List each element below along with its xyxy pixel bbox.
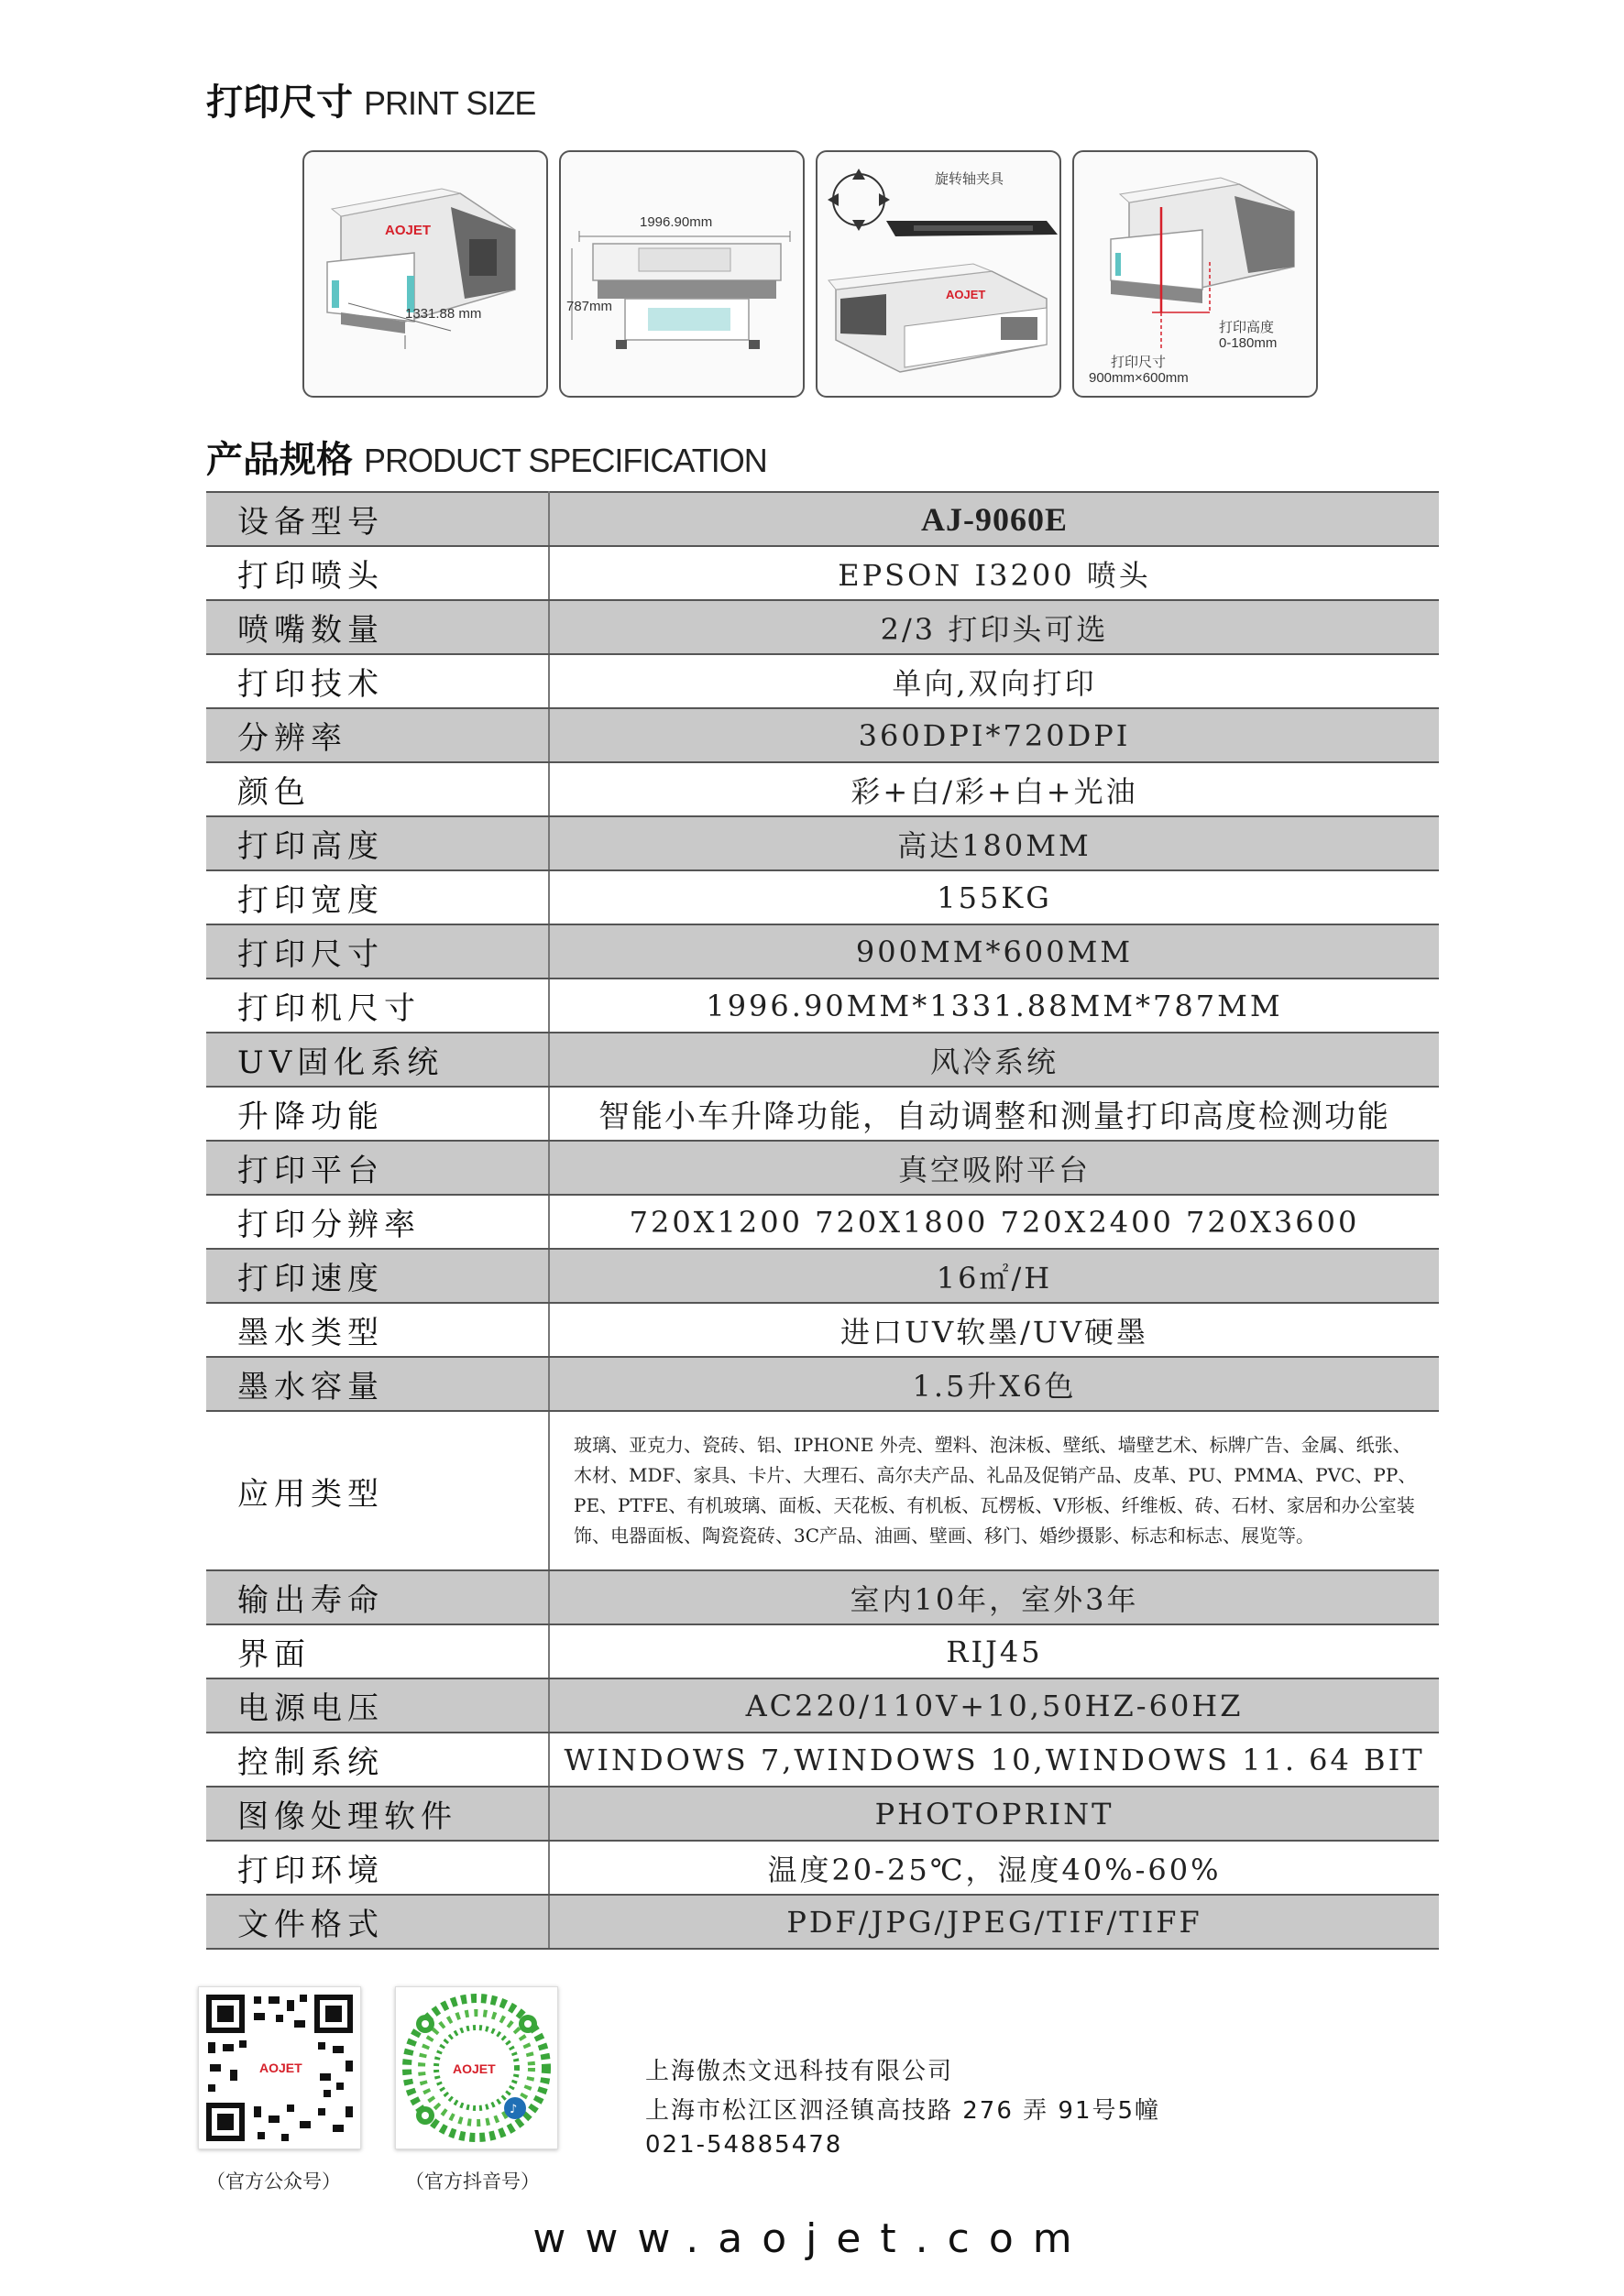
spec-value: PDF/JPG/JPEG/TIF/TIFF xyxy=(549,1895,1439,1949)
spec-value: 720X1200 720X1800 720X2400 720X3600 xyxy=(549,1195,1439,1249)
spec-value: AJ-9060E xyxy=(549,492,1439,546)
table-row xyxy=(206,762,1439,816)
spec-value: 室内10年，室外3年 xyxy=(549,1570,1439,1624)
spec-value: 真空吸附平台 xyxy=(549,1141,1439,1195)
spec-value: WINDOWS 7,WINDOWS 10,WINDOWS 11. 64 BIT xyxy=(549,1733,1439,1787)
spec-value: 温度20-25℃，湿度40%-60% xyxy=(549,1841,1439,1895)
product-spec-heading xyxy=(206,431,767,483)
rotary-fixture-illustration xyxy=(817,152,1061,398)
spec-key: 颜色 xyxy=(206,762,549,816)
spec-key: 打印平台 xyxy=(206,1141,549,1195)
fixture-brand-logo: AOJET xyxy=(946,288,986,301)
table-row xyxy=(206,1411,1439,1570)
table-row xyxy=(206,708,1439,762)
spec-key: 控制系统 xyxy=(206,1733,549,1787)
printer-length-dimension: 1996.90mm xyxy=(640,214,713,230)
spec-key: 界面 xyxy=(206,1624,549,1678)
douyin-qr-caption: （官方抖音号） xyxy=(405,2170,540,2192)
printer-front-view-card xyxy=(559,150,805,398)
rotary-fixture-title: 旋转轴夹具 xyxy=(935,170,1004,187)
spec-key: 打印高度 xyxy=(206,816,549,870)
wechat-qr-caption: （官方公众号） xyxy=(206,2170,341,2192)
table-row xyxy=(206,816,1439,870)
spec-key: 打印速度 xyxy=(206,1249,549,1303)
table-row xyxy=(206,1249,1439,1303)
spec-value: 16㎡/H xyxy=(549,1249,1439,1303)
print-size-images xyxy=(302,150,1317,398)
table-row xyxy=(206,1733,1439,1787)
spec-key: UV固化系统 xyxy=(206,1033,549,1087)
spec-key: 升降功能 xyxy=(206,1087,549,1141)
table-row xyxy=(206,1895,1439,1949)
table-row xyxy=(206,1087,1439,1141)
table-row xyxy=(206,1303,1439,1357)
table-row xyxy=(206,1678,1439,1733)
spec-value: 高达180MM xyxy=(549,816,1439,870)
spec-value: 900MM*600MM xyxy=(549,924,1439,979)
spec-key: 喷嘴数量 xyxy=(206,600,549,654)
spec-value: 2/3 打印头可选 xyxy=(549,600,1439,654)
printer-angle-illustration xyxy=(304,152,548,398)
table-row xyxy=(206,1357,1439,1411)
spec-value: 1.5升X6色 xyxy=(549,1357,1439,1411)
spec-value: 155KG xyxy=(549,870,1439,924)
spec-key: 打印环境 xyxy=(206,1841,549,1895)
spec-key: 打印技术 xyxy=(206,654,549,708)
svg-text:♪: ♪ xyxy=(510,2103,518,2116)
table-row xyxy=(206,924,1439,979)
spec-value: 360DPI*720DPI xyxy=(549,708,1439,762)
table-row xyxy=(206,1624,1439,1678)
spec-key: 分辨率 xyxy=(206,708,549,762)
table-row xyxy=(206,1141,1439,1195)
printer-height-dimension: 787mm xyxy=(566,299,613,314)
company-website[interactable]: www.aojet.com xyxy=(532,2215,1092,2262)
table-row xyxy=(206,979,1439,1033)
spec-value: 玻璃、亚克力、瓷砖、铝、IPHONE 外壳、塑料、泡沫板、壁纸、墙壁艺术、标牌广告、金属、纸张、木材、MDF、家具、卡片、大理石、高尔夫产品、礼品及促销产品、皮革、PU、PMMA、PVC、PP、PE、PTFE、有机玻璃、面板、天花板、有机板、瓦楞板、V形板、纤维板、砖、石材、家居和办公室装饰、电器面板、陶瓷瓷砖、3C产品、油画、壁画、移门、婚纱摄影、标志和标志、展览等。 xyxy=(549,1411,1439,1570)
table-row xyxy=(206,492,1439,546)
print-height-title: 打印高度 xyxy=(1219,319,1275,335)
spec-value: 智能小车升降功能，自动调整和测量打印高度检测功能 xyxy=(549,1087,1439,1141)
spec-table xyxy=(206,491,1439,1950)
spec-key: 设备型号 xyxy=(206,492,549,546)
company-name: 上海傲杰文迅科技有限公司 xyxy=(645,2058,954,2085)
spec-value: 彩+白/彩+白+光油 xyxy=(549,762,1439,816)
table-row xyxy=(206,1841,1439,1895)
wechat-qr-code[interactable] xyxy=(198,1986,361,2149)
print-height-range: 0-180mm xyxy=(1219,335,1278,351)
table-row xyxy=(206,546,1439,600)
printer-angle-view-card xyxy=(302,150,548,398)
douyin-qr-graphic xyxy=(396,1987,557,2148)
spec-value: 1996.90MM*1331.88MM*787MM xyxy=(549,979,1439,1033)
spec-key: 电源电压 xyxy=(206,1678,549,1733)
spec-value: 单向,双向打印 xyxy=(549,654,1439,708)
spec-value: AC220/110V+10,50HZ-60HZ xyxy=(549,1678,1439,1733)
company-address: 上海市松江区泗泾镇高技路 276 弄 91号5幢 xyxy=(645,2097,1161,2125)
wechat-qr-graphic xyxy=(199,1987,360,2148)
table-row xyxy=(206,1195,1439,1249)
spec-key: 文件格式 xyxy=(206,1895,549,1949)
qr2-brand-logo: AOJET xyxy=(453,2061,496,2076)
spec-value: 风冷系统 xyxy=(549,1033,1439,1087)
printer-brand-logo: AOJET xyxy=(385,223,432,238)
spec-value: EPSON I3200 喷头 xyxy=(549,546,1439,600)
rotary-fixture-card xyxy=(816,150,1061,398)
spec-value: RIJ45 xyxy=(549,1624,1439,1678)
spec-key: 图像处理软件 xyxy=(206,1787,549,1841)
qr-brand-logo: AOJET xyxy=(259,2061,302,2075)
spec-key: 应用类型 xyxy=(206,1411,549,1570)
print-size-title-en: PRINT SIZE xyxy=(364,84,536,122)
spec-key: 打印机尺寸 xyxy=(206,979,549,1033)
spec-key: 打印宽度 xyxy=(206,870,549,924)
douyin-qr-code[interactable] xyxy=(395,1986,558,2149)
table-row xyxy=(206,600,1439,654)
company-phone: 021-54885478 xyxy=(645,2131,843,2159)
spec-key: 输出寿命 xyxy=(206,1570,549,1624)
table-row xyxy=(206,870,1439,924)
print-size-heading xyxy=(206,73,535,126)
spec-value: PHOTOPRINT xyxy=(549,1787,1439,1841)
table-row xyxy=(206,1570,1439,1624)
printer-width-dimension: 1331.88 mm xyxy=(405,306,482,322)
table-row xyxy=(206,1787,1439,1841)
product-spec-title-zh: 产品规格 xyxy=(206,439,353,481)
spec-value: 进口UV软墨/UV硬墨 xyxy=(549,1303,1439,1357)
spec-key: 打印分辨率 xyxy=(206,1195,549,1249)
spec-key: 墨水容量 xyxy=(206,1357,549,1411)
table-row xyxy=(206,1033,1439,1087)
spec-key: 打印尺寸 xyxy=(206,924,549,979)
print-size-title: 打印尺寸 xyxy=(1111,354,1167,370)
product-spec-title-en: PRODUCT SPECIFICATION xyxy=(364,442,767,479)
print-area-card xyxy=(1072,150,1318,398)
printer-front-illustration xyxy=(561,152,805,398)
spec-key: 墨水类型 xyxy=(206,1303,549,1357)
spec-key: 打印喷头 xyxy=(206,546,549,600)
print-size-title-zh: 打印尺寸 xyxy=(206,82,353,124)
print-size-value: 900mm×600mm xyxy=(1089,370,1189,386)
table-row xyxy=(206,654,1439,708)
